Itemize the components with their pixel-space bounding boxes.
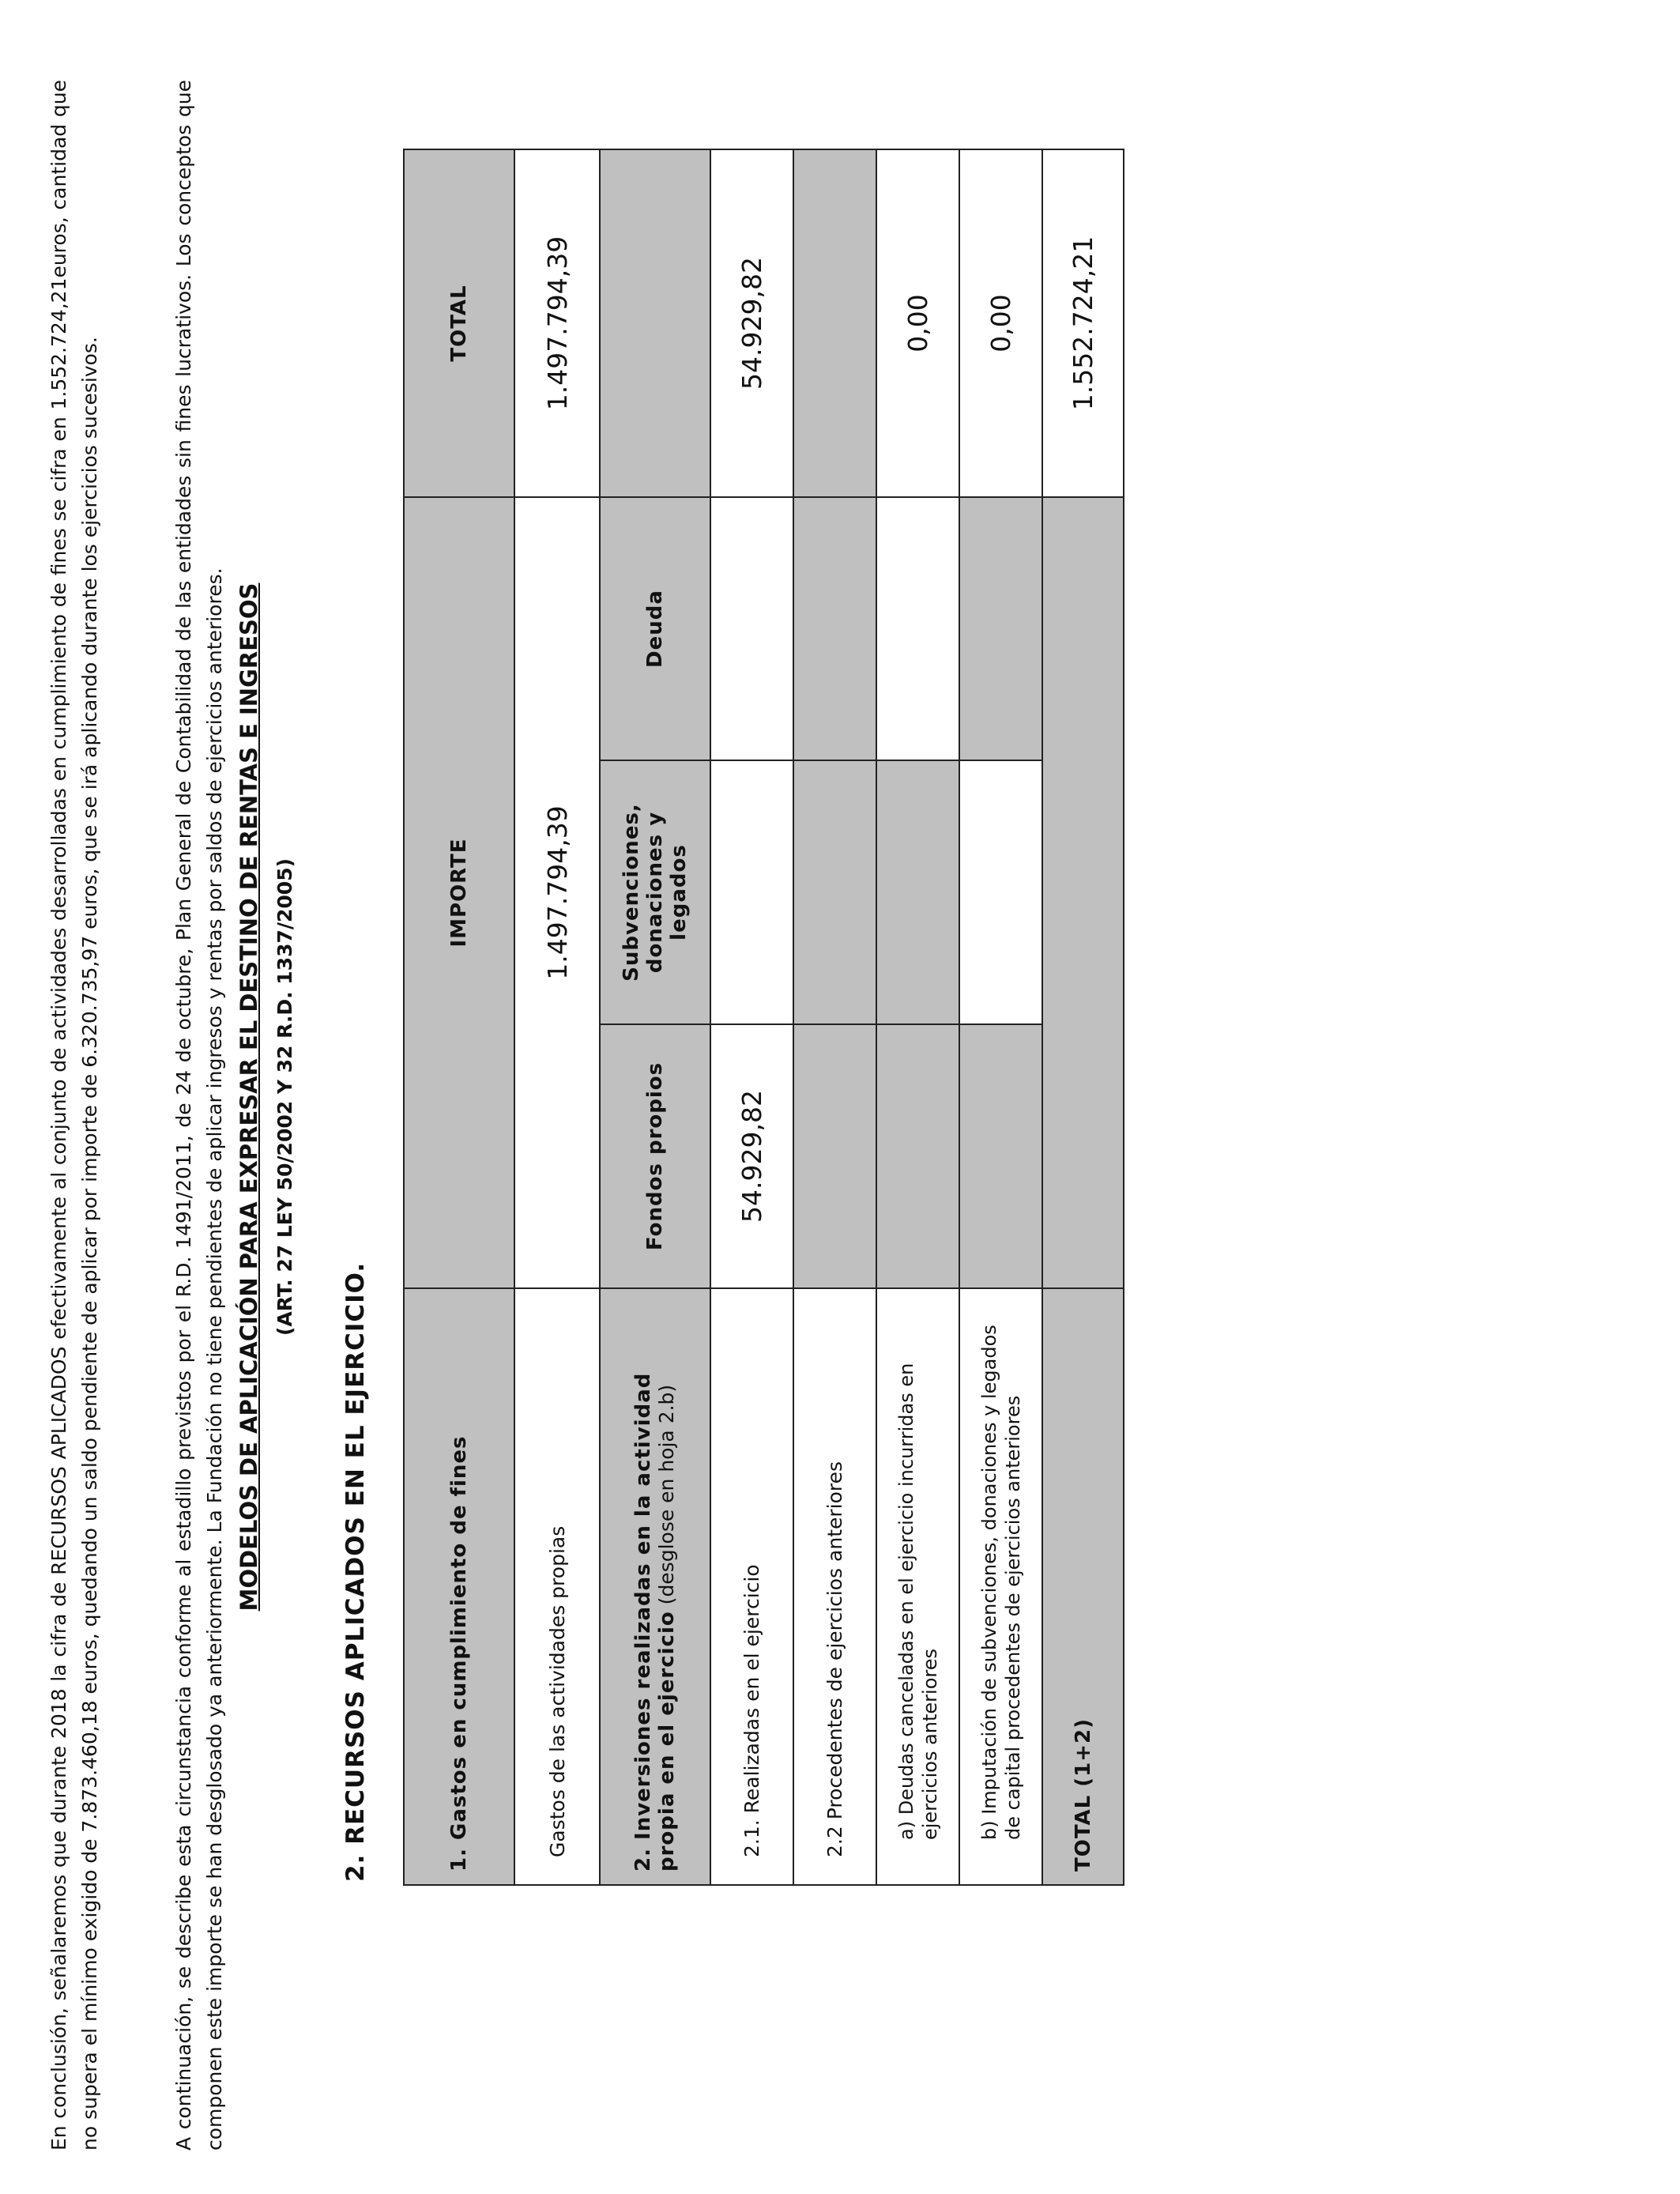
- row-gastos-total: 1.497.794,39: [514, 149, 600, 497]
- empty-cell: [793, 149, 876, 497]
- header-importe: IMPORTE: [404, 497, 514, 1288]
- row1-label: 1. Gastos en cumplimiento de fines: [404, 1288, 514, 1885]
- empty-cell: [959, 1024, 1042, 1288]
- table-row: [1042, 149, 1124, 1885]
- header-total: TOTAL: [404, 149, 514, 497]
- table-row: [876, 149, 959, 1885]
- intro-paragraph-2: A continuación, se describe esta circunstancia conforme al estadillo previstos por el R.D. 1491/2011, de 24 de octubre, Plan General de Contabilidad de las entidades sin fines lucrativos. Los conceptos que componen este importe se han desglosado ya anteriormente. La Fundación no tiene pendientes de aplicar ingresos y rentas por saldos de ejercicios anteriores.: [172, 80, 226, 2151]
- intro-paragraph-1: En conclusión, señalaremos que durante 2018 la cifra de RECURSOS APLICADOS efectivamente al conjunto de actividades desarrolladas en cumplimiento de fines se cifra en 1.552.724,21euros, cantidad que no supera el mínimo exigido de 7.873.460,18 euros, quedando un saldo pendiente de aplicar por importe de 6.320.735,97 euros, que se irá aplicando durante los ejercicios sucesivos.: [47, 80, 101, 2151]
- empty-cell: [793, 760, 876, 1024]
- empty-cell: [710, 760, 793, 1024]
- total-value: 1.552.724,21: [1042, 149, 1124, 497]
- empty-cell: [1042, 497, 1124, 1288]
- table-row: [710, 149, 793, 1885]
- empty-cell: [959, 760, 1042, 1024]
- empty-cell: [600, 149, 710, 497]
- row2-label-note: (desglose en hoja 2.b): [655, 1384, 678, 1605]
- subheader-subvenciones: Subvenciones, donaciones y legados: [600, 760, 710, 1024]
- document-subtitle: (ART. 27 LEY 50/2002 Y 32 R.D. 1337/2005): [273, 858, 296, 1336]
- row22-label: 2.2 Procedentes de ejercicios anteriores: [793, 1288, 876, 1885]
- document-title: MODELOS DE APLICACIÓN PARA EXPRESAR EL DESTINO DE RENTAS E INGRESOS: [235, 582, 262, 1612]
- subheader-fondos-propios: Fondos propios: [600, 1024, 710, 1288]
- empty-cell: [959, 497, 1042, 760]
- empty-cell: [876, 497, 959, 760]
- empty-cell: [710, 497, 793, 760]
- table-row: [959, 149, 1042, 1885]
- table-row: [793, 149, 876, 1885]
- row2-label: [600, 1288, 710, 1885]
- row22a-total: 0,00: [876, 149, 959, 497]
- row21-fondos: 54.929,82: [710, 1024, 793, 1288]
- table-row: [600, 149, 710, 1885]
- row-gastos-label: Gastos de las actividades propias: [514, 1288, 600, 1885]
- row-gastos-importe: 1.497.794,39: [514, 497, 600, 1288]
- section-title: 2. RECURSOS APLICADOS EN EL EJERCICIO.: [341, 1261, 370, 1882]
- row22a-label: a) Deudas canceladas en el ejercicio incurridas en ejercicios anteriores: [876, 1288, 959, 1885]
- row22b-label: b) Imputación de subvenciones, donaciones y legados de capital procedentes de ejercicios anteriores: [959, 1288, 1042, 1885]
- row21-total: 54.929,82: [710, 149, 793, 497]
- empty-cell: [793, 1024, 876, 1288]
- empty-cell: [793, 497, 876, 760]
- empty-cell: [876, 1024, 959, 1288]
- row22b-total: 0,00: [959, 149, 1042, 497]
- table-row: [514, 149, 600, 1885]
- empty-cell: [876, 760, 959, 1024]
- row2-label-bold: 2. Inversiones realizadas en la actividad propia en el ejercicio: [631, 1372, 679, 1872]
- resources-table: [403, 149, 1124, 1886]
- subheader-deuda: Deuda: [600, 497, 710, 760]
- table-row: [404, 149, 514, 1885]
- total-label: TOTAL (1+2): [1042, 1288, 1124, 1885]
- row21-label: 2.1. Realizadas en el ejercicio: [710, 1288, 793, 1885]
